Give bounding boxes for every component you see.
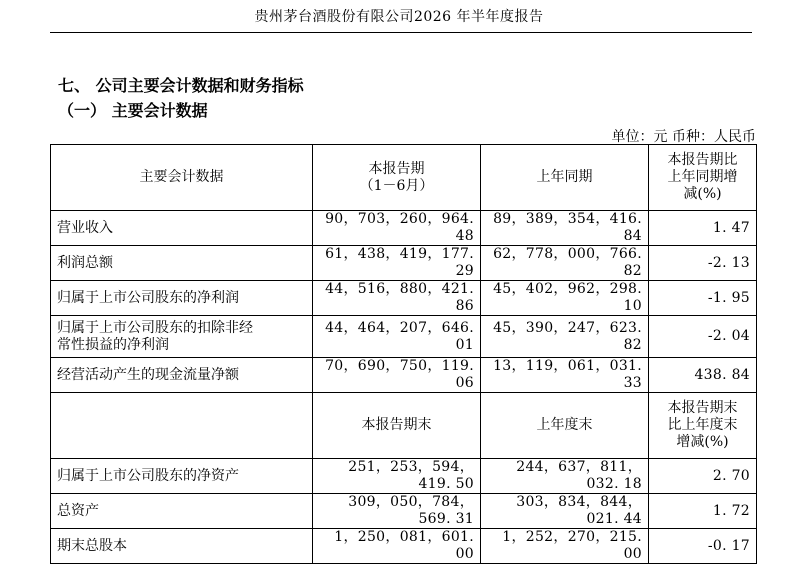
row-label-l2: 常性损益的净利润: [57, 336, 169, 353]
header-prior-period: 上年同期: [481, 145, 649, 211]
row-label: 总资产: [51, 494, 313, 529]
table-subheader-row: [51, 393, 757, 459]
header-item-name: 主要会计数据: [51, 145, 313, 211]
subheader-blank: [51, 393, 313, 459]
row-current: 61，438，419，177. 29: [313, 246, 481, 281]
table-row: [51, 529, 757, 564]
header-change-l2: 上年同期增: [667, 169, 738, 185]
header-rule: [50, 32, 752, 33]
row-change: -2. 13: [649, 246, 757, 281]
section-subheading: （一） 主要会计数据: [58, 101, 208, 120]
subheader-change-l3: 增减(%): [676, 434, 729, 450]
table-row: [51, 316, 757, 358]
row-label: 营业收入: [51, 211, 313, 246]
row-current: 1，250，081，601. 00: [313, 529, 481, 564]
row-current: 309，050，784，569. 31: [313, 494, 481, 529]
row-prior: 1，252，270，215. 00: [481, 529, 649, 564]
row-label: 利润总额: [51, 246, 313, 281]
row-change: -1. 95: [649, 281, 757, 316]
header-change-l3: 减(%): [683, 186, 722, 202]
row-label: 归属于上市公司股东的净资产: [51, 459, 313, 494]
row-label: 归属于上市公司股东的净利润: [51, 281, 313, 316]
header-change-pct: [649, 145, 757, 211]
row-change: 1. 47: [649, 211, 757, 246]
table-row: [51, 459, 757, 494]
subheader-change-l2: 比上年度末: [667, 417, 738, 433]
subheader-period-end: 本报告期末: [313, 393, 481, 459]
row-current: 90，703，260，964. 48: [313, 211, 481, 246]
table-row: [51, 281, 757, 316]
row-label: [51, 316, 313, 358]
header-current-period: [313, 145, 481, 211]
row-change: 438. 84: [649, 358, 757, 393]
row-current: 70，690，750，119. 06: [313, 358, 481, 393]
row-label: 期末总股本: [51, 529, 313, 564]
row-prior: 45，390，247，623. 82: [481, 316, 649, 358]
section-heading: 七、 公司主要会计数据和财务指标: [58, 76, 304, 95]
row-change: -2. 04: [649, 316, 757, 358]
row-prior: 89，389，354，416. 84: [481, 211, 649, 246]
header-change-l1: 本报告期比: [667, 152, 738, 168]
row-change: 2. 70: [649, 459, 757, 494]
subheader-change-l1: 本报告期末: [667, 400, 738, 416]
row-current: 251，253，594，419. 50: [313, 459, 481, 494]
row-label: 经营活动产生的现金流量净额: [51, 358, 313, 393]
unit-currency-line: 单位：元 币种：人民币: [611, 129, 756, 145]
row-label-l1: 归属于上市公司股东的扣除非经: [57, 319, 253, 336]
report-header-title: 贵州茅台酒股份有限公司2026 年半年度报告: [254, 9, 544, 25]
subheader-prior-year-end: 上年度末: [481, 393, 649, 459]
row-change: 1. 72: [649, 494, 757, 529]
row-prior: 62，778，000，766. 82: [481, 246, 649, 281]
row-change: -0. 17: [649, 529, 757, 564]
table-row: [51, 211, 757, 246]
row-current: 44，516，880，421. 86: [313, 281, 481, 316]
row-prior: 13，119，061，031. 33: [481, 358, 649, 393]
header-current-period-l1: 本报告期: [368, 160, 425, 177]
table-row: [51, 494, 757, 529]
header-current-period-l2: （1－6月）: [359, 177, 434, 194]
table-row: [51, 246, 757, 281]
table-row: [51, 358, 757, 393]
key-accounting-data-table: [50, 144, 757, 564]
row-prior: 244，637，811，032. 18: [481, 459, 649, 494]
row-prior: 45，402，962，298. 10: [481, 281, 649, 316]
table-header-row: [51, 145, 757, 211]
row-prior: 303，834，844，021. 44: [481, 494, 649, 529]
subheader-change-pct: [649, 393, 757, 459]
row-current: 44，464，207，646. 01: [313, 316, 481, 358]
